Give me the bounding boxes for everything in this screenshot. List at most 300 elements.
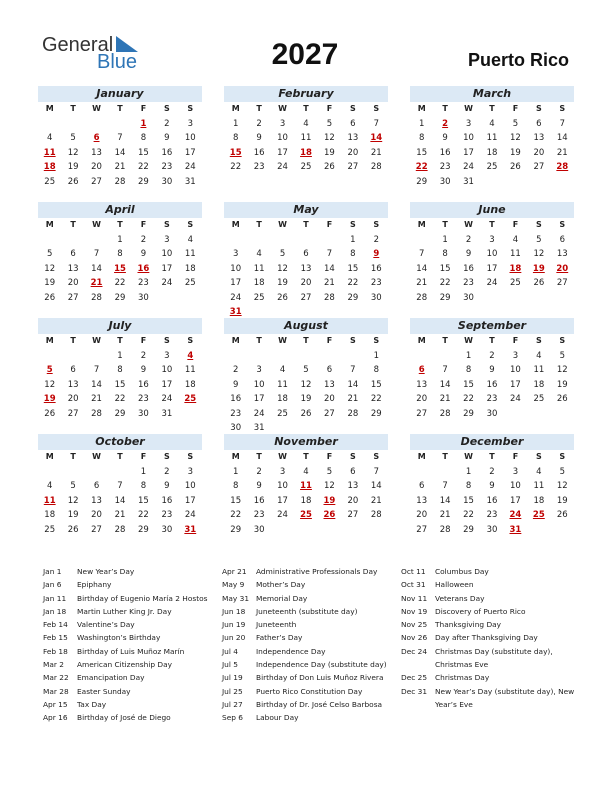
day-grid — [410, 102, 574, 189]
day-cell: 17 — [463, 147, 474, 158]
day-cell: 20 — [91, 510, 102, 520]
day-cell: 4 — [47, 481, 53, 491]
holiday-entry — [222, 645, 407, 658]
day-cell: 19 — [556, 495, 568, 506]
day-cell: 5 — [326, 466, 333, 477]
day-cell: 9 — [140, 249, 147, 259]
day-cell: 13 — [533, 133, 545, 143]
holiday-day-cell: 25 — [300, 510, 312, 520]
month-october — [38, 434, 202, 537]
holiday-date: Mar 22 — [43, 673, 69, 683]
holiday-name: New Year’s Day — [77, 567, 135, 576]
holiday-date: Jul 5 — [222, 660, 238, 670]
day-cell: 9 — [465, 249, 472, 259]
holiday-entry — [43, 711, 228, 724]
holiday-date: Mar 2 — [43, 660, 64, 670]
day-cell: 7 — [350, 365, 356, 375]
day-cell: 30 — [370, 292, 382, 303]
month-title: January — [38, 86, 202, 102]
day-cell: 18 — [44, 510, 56, 520]
weekday-header: T — [117, 104, 123, 113]
empty-cell — [247, 233, 270, 248]
day-cell: 16 — [253, 147, 265, 158]
day-cell: 26 — [67, 176, 79, 187]
month-title: February — [224, 86, 388, 102]
holiday-date: Jul 25 — [222, 686, 243, 696]
weekday-header: S — [373, 220, 380, 229]
day-grid — [38, 218, 202, 305]
day-cell: 8 — [465, 365, 472, 375]
day-cell: 30 — [161, 524, 173, 535]
empty-cell — [224, 233, 247, 248]
holiday-day-cell: 6 — [418, 365, 425, 375]
weekday-header: T — [442, 336, 448, 345]
day-cell: 17 — [161, 263, 173, 274]
day-cell: 13 — [347, 481, 359, 491]
day-cell: 11 — [533, 365, 545, 375]
day-cell: 16 — [230, 394, 242, 404]
holiday-date: Jan 6 — [43, 580, 62, 590]
day-cell: 29 — [114, 408, 126, 419]
day-cell: 22 — [114, 394, 126, 404]
weekday-header: T — [489, 220, 495, 229]
holiday-name: Juneteenth (substitute day) — [256, 606, 358, 616]
day-cell: 21 — [416, 278, 428, 288]
weekday-header: T — [256, 452, 262, 461]
weekday-header: T — [489, 104, 495, 113]
day-cell: 16 — [370, 263, 382, 274]
weekday-header: T — [117, 220, 123, 229]
weekday-header: W — [278, 104, 287, 113]
day-cell: 4 — [536, 466, 542, 477]
empty-cell — [410, 233, 433, 248]
day-cell: 25 — [300, 162, 312, 172]
weekday-header: T — [70, 452, 76, 461]
weekday-header: S — [535, 336, 542, 345]
weekday-header: T — [117, 336, 123, 345]
day-cell: 8 — [373, 365, 379, 375]
day-cell: 20 — [67, 278, 79, 288]
day-cell: 16 — [486, 495, 498, 506]
day-cell: 9 — [256, 133, 262, 143]
day-cell: 10 — [184, 481, 196, 491]
day-cell: 1 — [233, 118, 239, 129]
day-cell: 5 — [559, 350, 565, 361]
day-cell: 30 — [138, 292, 149, 303]
day-cell: 2 — [164, 466, 170, 477]
holiday-name: Birthday of José de Diego — [77, 713, 171, 723]
day-cell: 12 — [44, 263, 56, 274]
day-cell: 27 — [67, 408, 79, 419]
day-cell: 29 — [114, 292, 126, 303]
weekday-header: S — [187, 336, 194, 345]
day-cell: 5 — [47, 249, 53, 259]
day-cell: 23 — [463, 278, 474, 288]
weekday-header: S — [187, 220, 194, 229]
day-cell: 18 — [253, 278, 265, 288]
holiday-name: Administrative Professionals Day — [256, 567, 378, 576]
day-cell: 30 — [161, 176, 173, 187]
holiday-entry — [401, 592, 586, 605]
day-cell: 10 — [486, 249, 498, 259]
day-cell: 22 — [138, 510, 149, 520]
day-cell: 12 — [324, 133, 335, 143]
day-cell: 24 — [184, 162, 196, 172]
day-cell: 6 — [326, 365, 333, 375]
day-cell: 26 — [67, 524, 79, 535]
day-cell: 22 — [138, 162, 149, 172]
weekday-header: S — [535, 104, 542, 113]
day-grid — [410, 218, 574, 305]
holiday-day-cell: 31 — [509, 524, 522, 535]
weekday-header: S — [559, 104, 566, 113]
empty-cell — [433, 349, 456, 364]
day-cell: 12 — [44, 379, 56, 390]
day-cell: 1 — [465, 350, 472, 361]
day-cell: 5 — [326, 118, 333, 129]
day-cell: 3 — [164, 350, 170, 361]
day-cell: 5 — [70, 133, 76, 143]
day-cell: 29 — [463, 524, 474, 535]
day-cell: 8 — [419, 133, 425, 143]
holiday-name: New Year’s Day (substitute day), New Year’s Eve — [435, 686, 575, 709]
holiday-date: Jul 19 — [222, 673, 243, 683]
weekday-header: S — [349, 452, 356, 461]
day-cell: 28 — [114, 176, 126, 187]
weekday-header: T — [442, 220, 448, 229]
holiday-name: Birthday of Dr. José Celso Barbosa — [256, 699, 383, 709]
day-cell: 6 — [70, 249, 76, 259]
day-cell: 20 — [416, 510, 428, 520]
day-cell: 8 — [140, 481, 147, 491]
day-cell: 16 — [253, 495, 265, 506]
day-cell: 24 — [510, 394, 521, 404]
holiday-day-cell: 9 — [373, 249, 380, 259]
day-cell: 15 — [347, 263, 359, 274]
month-february — [224, 86, 388, 175]
weekday-header: M — [417, 452, 426, 461]
weekday-header: T — [70, 336, 76, 345]
holiday-date: Jan 11 — [43, 593, 67, 603]
holiday-day-cell: 5 — [46, 365, 53, 375]
month-title: September — [410, 318, 574, 334]
day-cell: 4 — [303, 466, 309, 477]
day-cell: 17 — [277, 147, 288, 158]
day-cell: 15 — [114, 379, 126, 390]
day-cell: 22 — [114, 278, 126, 288]
day-cell: 4 — [256, 249, 262, 259]
day-cell: 10 — [184, 133, 196, 143]
empty-cell — [85, 465, 108, 480]
day-cell: 25 — [44, 524, 56, 535]
month-title: November — [224, 434, 388, 450]
holiday-date: Nov 19 — [401, 606, 428, 616]
day-cell: 27 — [347, 162, 359, 172]
day-cell: 17 — [184, 147, 196, 158]
day-cell: 30 — [439, 176, 451, 187]
day-cell: 10 — [253, 379, 265, 390]
weekday-header: S — [187, 104, 194, 113]
weekday-header: M — [417, 220, 426, 229]
day-cell: 6 — [350, 466, 356, 477]
day-cell: 15 — [463, 379, 474, 390]
day-cell: 6 — [70, 365, 76, 375]
weekday-header: F — [512, 220, 519, 229]
month-july — [38, 318, 202, 421]
day-cell: 14 — [114, 495, 126, 506]
holiday-day-cell: 25 — [532, 510, 545, 520]
holiday-entry — [222, 698, 407, 711]
day-cell: 20 — [347, 495, 359, 506]
day-cell: 1 — [140, 466, 147, 477]
day-cell: 26 — [556, 510, 568, 520]
holiday-day-cell: 4 — [187, 350, 194, 361]
weekday-header: W — [464, 220, 473, 229]
empty-cell — [410, 465, 433, 480]
holiday-date: Feb 18 — [43, 646, 68, 656]
day-cell: 13 — [91, 147, 102, 158]
day-cell: 14 — [324, 263, 335, 274]
weekday-header: T — [303, 104, 309, 113]
day-cell: 24 — [486, 278, 498, 288]
day-cell: 1 — [117, 350, 123, 361]
day-cell: 24 — [230, 292, 242, 303]
day-cell: 27 — [67, 292, 79, 303]
holiday-date: Jun 19 — [222, 620, 246, 630]
day-cell: 12 — [533, 249, 545, 259]
weekday-header: T — [303, 220, 309, 229]
holiday-day-cell: 19 — [323, 495, 336, 506]
day-cell: 15 — [370, 379, 382, 390]
day-grid — [38, 334, 202, 421]
day-cell: 17 — [253, 394, 265, 404]
weekday-header: F — [140, 336, 147, 345]
weekday-header: F — [512, 452, 519, 461]
holiday-entry — [222, 618, 407, 631]
day-cell: 29 — [370, 408, 382, 419]
empty-cell — [61, 117, 84, 132]
day-cell: 25 — [253, 292, 265, 303]
day-cell: 5 — [559, 466, 565, 477]
day-grid — [224, 218, 388, 320]
day-cell: 30 — [230, 423, 242, 433]
weekday-header: T — [256, 336, 262, 345]
day-cell: 7 — [373, 118, 379, 129]
day-cell: 23 — [370, 278, 382, 288]
day-cell: 22 — [370, 394, 382, 404]
holiday-entry — [222, 685, 407, 698]
holiday-entry — [43, 605, 228, 618]
day-cell: 6 — [559, 234, 565, 245]
holiday-day-cell: 2 — [442, 118, 449, 129]
day-grid — [38, 450, 202, 537]
weekday-header: S — [163, 336, 170, 345]
weekday-header: W — [278, 336, 287, 345]
day-cell: 4 — [489, 118, 495, 129]
day-cell: 29 — [416, 176, 428, 187]
day-cell: 26 — [44, 292, 56, 303]
day-cell: 28 — [439, 524, 451, 535]
holiday-name: Day after Thanksgiving Day — [435, 633, 538, 643]
day-cell: 16 — [439, 147, 451, 158]
day-cell: 28 — [370, 162, 382, 172]
day-cell: 31 — [463, 176, 474, 187]
month-title: June — [410, 202, 574, 218]
holiday-entry — [222, 592, 407, 605]
weekday-header: S — [559, 452, 566, 461]
holiday-name: Labour Day — [256, 713, 299, 723]
holiday-day-cell: 22 — [415, 162, 428, 172]
day-cell: 13 — [300, 263, 312, 274]
holiday-name: Valentine’s Day — [77, 620, 135, 630]
holiday-day-cell: 18 — [509, 263, 522, 274]
day-cell: 30 — [486, 408, 498, 419]
day-cell: 1 — [233, 466, 239, 477]
day-cell: 7 — [326, 249, 333, 259]
weekday-header: S — [187, 452, 194, 461]
holiday-name: Christmas Day (substitute day), Christmas Eve — [435, 646, 553, 670]
day-cell: 3 — [256, 365, 262, 375]
holiday-day-cell: 28 — [556, 162, 569, 172]
day-cell: 30 — [486, 524, 498, 535]
day-cell: 19 — [67, 162, 79, 172]
day-cell: 12 — [67, 147, 79, 158]
day-cell: 17 — [510, 379, 521, 390]
day-cell: 1 — [465, 466, 472, 477]
weekday-header: W — [464, 452, 473, 461]
holiday-entry — [43, 658, 228, 671]
day-cell: 8 — [117, 249, 123, 259]
day-cell: 20 — [416, 394, 428, 404]
holiday-name: Thanksgiving Day — [435, 620, 502, 630]
day-cell: 9 — [442, 133, 448, 143]
holiday-name: Birthday of Luis Muñoz Marín — [77, 646, 185, 656]
day-cell: 18 — [533, 379, 545, 390]
weekday-header: S — [163, 452, 170, 461]
holiday-entry — [43, 618, 228, 631]
day-cell: 16 — [161, 495, 173, 506]
empty-cell — [61, 233, 84, 248]
weekday-header: T — [442, 104, 448, 113]
weekday-header: F — [326, 104, 333, 113]
day-cell: 4 — [303, 118, 309, 129]
day-grid — [224, 334, 388, 436]
day-cell: 17 — [510, 495, 521, 506]
holiday-entry — [43, 592, 228, 605]
weekday-header: M — [417, 336, 426, 345]
day-cell: 26 — [300, 408, 312, 419]
day-cell: 24 — [253, 408, 265, 419]
day-cell: 26 — [556, 394, 568, 404]
holiday-entry — [43, 645, 228, 658]
empty-cell — [294, 349, 317, 364]
day-cell: 7 — [373, 466, 379, 477]
day-cell: 20 — [533, 147, 545, 158]
month-april — [38, 202, 202, 305]
day-cell: 2 — [140, 350, 147, 361]
holiday-day-cell: 19 — [43, 394, 56, 404]
day-cell: 1 — [442, 234, 448, 245]
day-cell: 13 — [67, 379, 79, 390]
holiday-name: Birthday of Eugenio María 2 Hostos — [77, 593, 208, 603]
day-cell: 27 — [416, 524, 428, 535]
day-cell: 8 — [233, 481, 239, 491]
weekday-header: T — [117, 452, 123, 461]
day-cell: 9 — [140, 365, 147, 375]
weekday-header: M — [231, 336, 240, 345]
holiday-entry — [401, 578, 586, 591]
day-cell: 20 — [324, 394, 335, 404]
holiday-date: Apr 16 — [43, 713, 68, 723]
day-cell: 18 — [533, 495, 545, 506]
empty-cell — [38, 117, 61, 132]
day-cell: 14 — [556, 133, 568, 143]
holiday-name: Veterans Day — [435, 593, 485, 603]
month-november — [224, 434, 388, 537]
day-cell: 5 — [303, 365, 309, 375]
day-cell: 3 — [164, 234, 170, 245]
day-cell: 7 — [559, 118, 565, 129]
day-cell: 4 — [512, 234, 519, 245]
holiday-entry — [43, 685, 228, 698]
day-cell: 12 — [556, 481, 568, 491]
holiday-date: Jan 1 — [43, 567, 62, 576]
weekday-header: T — [303, 336, 309, 345]
holiday-day-cell: 6 — [93, 133, 100, 143]
day-cell: 18 — [184, 263, 196, 274]
weekday-header: F — [140, 220, 147, 229]
day-cell: 7 — [117, 133, 123, 143]
day-cell: 25 — [44, 176, 56, 187]
day-cell: 10 — [161, 249, 173, 259]
day-cell: 12 — [510, 133, 521, 143]
day-cell: 3 — [233, 249, 239, 259]
day-cell: 31 — [184, 176, 196, 187]
day-cell: 8 — [442, 249, 448, 259]
day-cell: 13 — [556, 249, 568, 259]
generalblue-logo — [42, 34, 142, 74]
day-cell: 28 — [91, 292, 102, 303]
day-cell: 18 — [486, 147, 498, 158]
holiday-date: Mar 28 — [43, 686, 69, 696]
day-cell: 21 — [439, 510, 451, 520]
holiday-entry — [401, 605, 586, 618]
holiday-date: May 9 — [222, 580, 245, 590]
day-cell: 27 — [324, 408, 335, 419]
day-cell: 17 — [161, 379, 173, 390]
day-cell: 6 — [350, 118, 356, 129]
weekday-header: S — [373, 452, 380, 461]
holiday-entry — [401, 645, 586, 672]
day-cell: 28 — [347, 408, 359, 419]
day-cell: 3 — [279, 118, 286, 129]
weekday-header: W — [92, 220, 101, 229]
day-cell: 27 — [416, 408, 428, 419]
holiday-name: Emancipation Day — [77, 673, 145, 683]
weekday-header: F — [140, 452, 147, 461]
empty-cell — [61, 349, 84, 364]
day-cell: 30 — [463, 292, 474, 303]
day-cell: 2 — [140, 234, 147, 245]
empty-cell — [247, 349, 270, 364]
month-title: August — [224, 318, 388, 334]
holiday-entry — [222, 565, 407, 578]
day-cell: 19 — [67, 510, 79, 520]
weekday-header: M — [417, 104, 426, 113]
day-cell: 2 — [489, 350, 495, 361]
day-cell: 2 — [256, 466, 262, 477]
day-cell: 1 — [117, 234, 123, 245]
